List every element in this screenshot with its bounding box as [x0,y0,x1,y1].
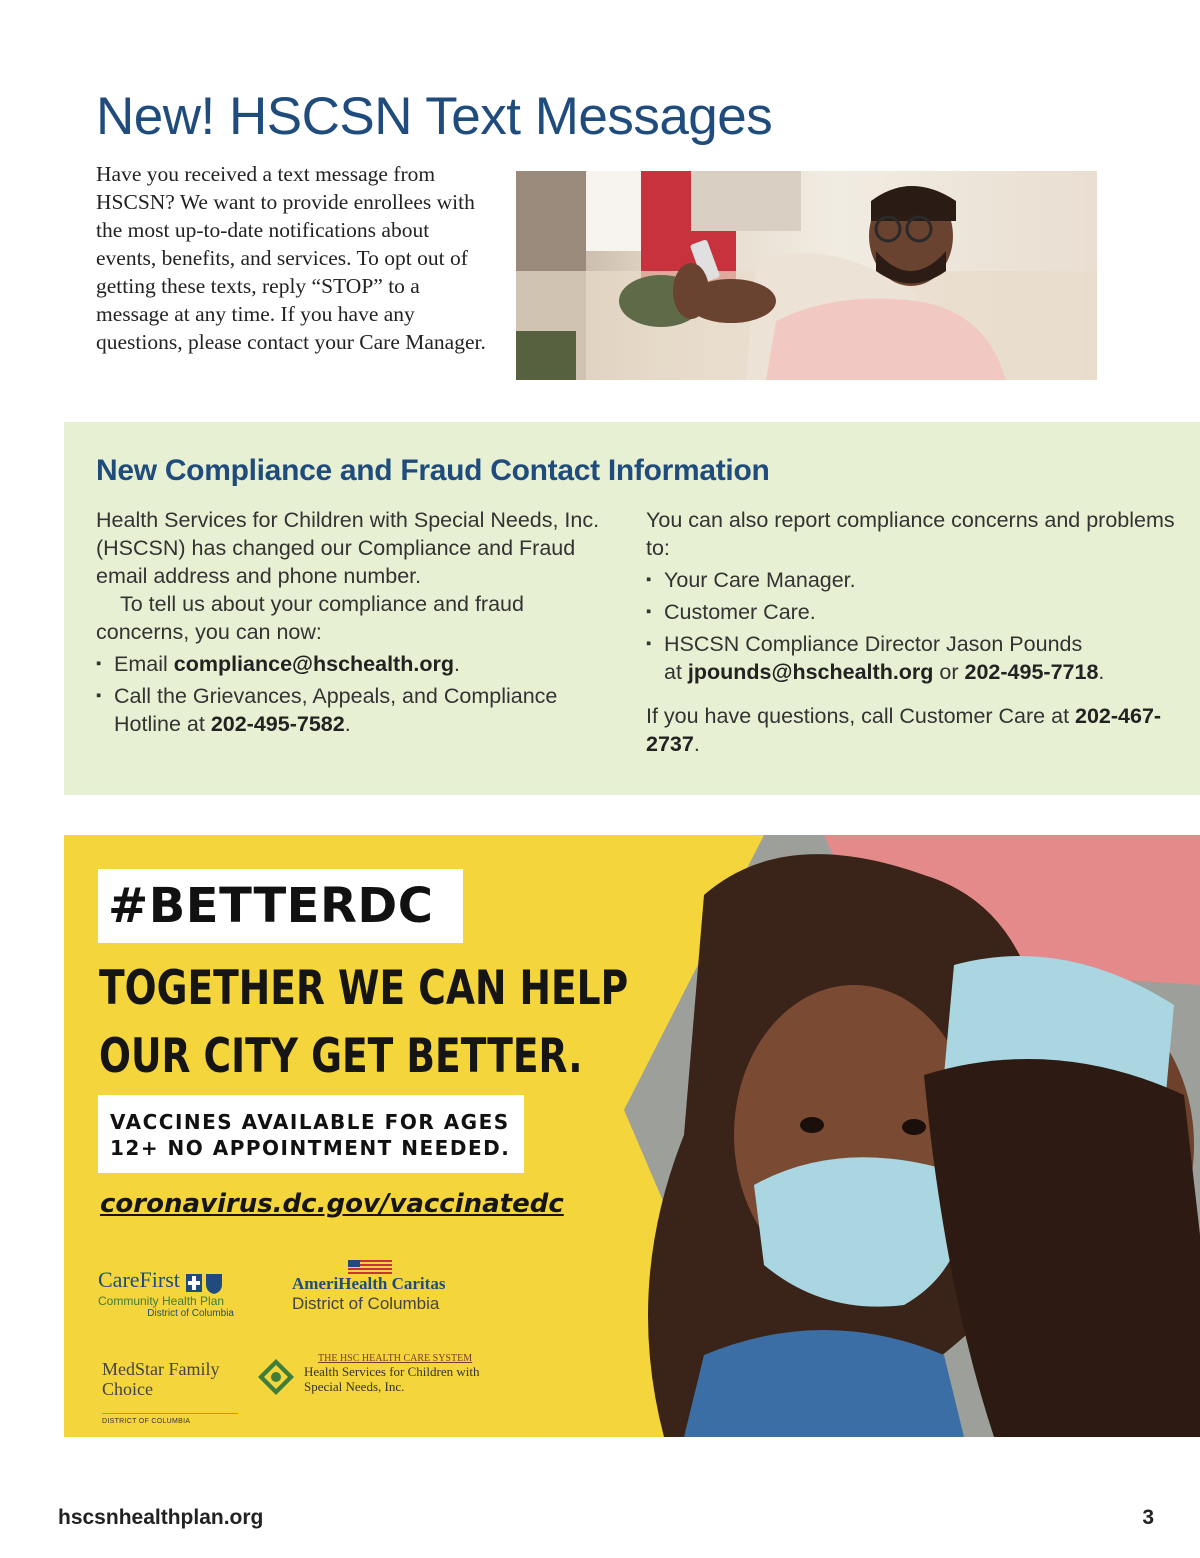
compliance-title: New Compliance and Fraud Contact Information [96,454,770,487]
compliance-email-link[interactable]: compliance@hschealth.org [173,652,454,676]
list-item-care-manager: ▪ Your Care Manager. [646,566,1176,594]
director-phone: 202-495-7718 [964,660,1099,684]
medstar-logo: MedStar Family Choice DISTRICT OF COLUMBIA [102,1359,238,1425]
list-item-customer-care: ▪ Customer Care. [646,598,1176,626]
page-number: 3 [1142,1506,1154,1529]
cross-shield-icon [184,1272,224,1294]
customer-care-paragraph: If you have questions, call Customer Care at 202-467-2737. [646,704,1162,756]
banner-tagline: TOGETHER WE CAN HELP OUR CITY GET BETTER. [99,961,629,1084]
better-dc-hashtag: #BETTERDC [98,869,463,943]
footer-website[interactable]: hscsnhealthplan.org [58,1506,264,1529]
compliance-intro-paragraph: Health Services for Children with Special Needs, Inc. (HSCSN) has changed our Compliance and Fraud email address and phone number. [96,508,600,588]
compliance-right-column [646,506,1176,758]
list-item-hotline: ▪ Call the Grievances, Appeals, and Compliance Hotline at 202-495-7582. [96,682,606,738]
compliance-left-column [96,506,606,738]
hsc-logo: THE HSC HEALTH CARE SYSTEM Health Services for Children with Special Needs, Inc. [256,1353,486,1394]
customer-care-phone: 202-467-2737 [646,704,1162,756]
text-messages-paragraph: Have you received a text message from HSCSN? We want to provide enrollees with the most up-to-date notifications about events, benefits, and services. To opt out of getting these texts, reply “STOP” to a message at any time. If you have any questions, please contact your Care Manager. [96,162,486,354]
vaccine-availability-box: VACCINES AVAILABLE FOR AGES 12+ NO APPOINTMENT NEEDED. [98,1095,524,1173]
list-item-email: ▪ Email compliance@hschealth.org. [96,650,606,678]
list-item-compliance-director: ▪ HSCSN Compliance Director Jason Pounds at jpounds@hschealth.org or 202-495-7718. [646,630,1176,686]
compliance-how-paragraph: To tell us about your compliance and fraud concerns, you can now: [96,592,524,644]
director-email-link[interactable]: jpounds@hschealth.org [687,660,934,684]
hotline-phone: 202-495-7582 [210,712,345,736]
page-title: New! HSCSN Text Messages [96,87,773,146]
report-intro: You can also report compliance concerns and problems to: [646,508,1175,560]
vaccinate-dc-link[interactable]: coronavirus.dc.gov/vaccinatedc [100,1189,564,1219]
compliance-section [64,422,1200,795]
better-dc-banner [64,835,1200,1437]
amerihealth-logo: AmeriHealth Caritas District of Columbia [292,1260,472,1314]
hsc-diamond-icon [256,1357,296,1397]
man-with-phone-photo [516,171,1097,380]
flag-icon [348,1260,392,1274]
man-with-phone-illustration [516,171,1097,380]
carefirst-logo: CareFirst Community Health Plan District of Columbia [98,1267,234,1319]
